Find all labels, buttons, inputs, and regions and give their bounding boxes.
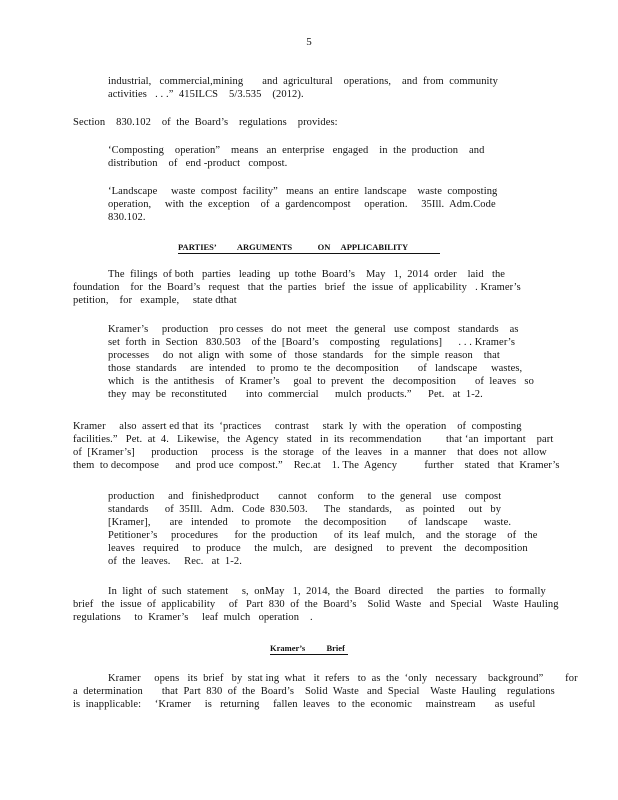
para-asserted-line-2: facilities.” Pet. at 4. Likewise, the Agency stated in its recommendation that ‘an important part	[73, 434, 554, 445]
section-intro: Section 830.102 of the Board’s regulations provides:	[73, 117, 338, 128]
def-composting-line-1: ‘Composting operation” means an enterprise engaged in the production and	[108, 145, 485, 156]
quote-agency-line-2: standards of 35Ill. Adm. Code 830.503. The standards, as pointed out by	[108, 504, 502, 515]
quote-agency-line-1: production and finishedproduct cannot conform to the general use compost	[108, 491, 502, 502]
quote-agency-line-3: [Kramer], are intended to promote the decomposition of landscape waste.	[108, 517, 512, 528]
quote-agency-line-4: Petitioner’s procedures for the production of its leaf mulch, and the storage of the	[108, 530, 538, 541]
para-asserted-line-4: them to decompose and prod uce compost.” Rec.at 1. The Agency further stated that Kramer’s	[73, 460, 560, 471]
para-filings-line-3: petition, for example, state dthat	[73, 295, 237, 306]
para-light-line-1: In light of such statement s, onMay 1, 2014, the Board directed the parties to formally	[108, 586, 546, 597]
heading-underline	[178, 253, 440, 254]
quote-agency-line-5: leaves required to produce the mulch, are designed to prevent the decomposition	[108, 543, 528, 554]
def-landscape-line-1: ‘Landscape waste compost facility” means an entire landscape waste composting	[108, 186, 498, 197]
para-filings-line-1: The filings of both parties leading up tothe Board’s May 1, 2014 order laid the	[108, 269, 506, 280]
para-opens-line-2: a determination that Part 830 of the Board’s Solid Waste and Special Waste Hauling regulations	[73, 686, 555, 697]
quote-kramer-line-2: set forth in Section 830.503 of the [Board’s composting regulations] . . . Kramer’s	[108, 337, 516, 348]
quote-kramer-line-6: they may be reconstituted into commercial mulch products.” Pet. at 1-2.	[108, 389, 483, 400]
def-landscape-line-2: operation, with the exception of a gardencompost operation. 35Ill. Adm.Code	[108, 199, 496, 210]
para-light-line-3: regulations to Kramer’s leaf mulch operation .	[73, 612, 313, 623]
section-heading-parties-arguments: PARTIES’ ARGUMENTS ON APPLICABILITY	[178, 242, 409, 252]
heading-underline	[270, 654, 348, 655]
quote-continuation-line-2: activities . . .” 415ILCS 5/3.535 (2012).	[108, 89, 304, 100]
def-composting-line-2: distribution of end -product compost.	[108, 158, 288, 169]
para-filings-line-2: foundation for the Board’s request that the parties brief the issue of applicability . Kramer’s	[73, 282, 521, 293]
quote-continuation-line-1: industrial, commercial,mining and agricultural operations, and from community	[108, 76, 498, 87]
para-asserted-line-1: Kramer also assert ed that its ‘practices contrast stark ly with the operation of composting	[73, 421, 522, 432]
para-light-line-2: brief the issue of applicability of Part 830 of the Board’s Solid Waste and Special Waste Hauling	[73, 599, 559, 610]
quote-kramer-line-5: which is the antithesis of Kramer’s goal to prevent the decomposition of leaves so	[108, 376, 534, 387]
quote-kramer-line-4: those standards are intended to promo te the decomposition of landscape wastes,	[108, 363, 523, 374]
def-landscape-line-3: 830.102.	[108, 212, 146, 223]
para-opens-line-3: is inapplicable: ‘Kramer is returning fallen leaves to the economic mainstream as useful	[73, 699, 536, 710]
quote-kramer-line-1: Kramer’s production pro cesses do not meet the general use compost standards as	[108, 324, 519, 335]
page-number: 5	[306, 36, 312, 48]
section-heading-kramers-brief: Kramer’s Brief	[270, 643, 345, 653]
para-opens-line-1: Kramer opens its brief by stat ing what it refers to as the ‘only necessary background” for	[108, 673, 578, 684]
quote-kramer-line-3: processes do not align with some of those standards for the simple reason that	[108, 350, 500, 361]
para-asserted-line-3: of [Kramer’s] production process is the storage of the leaves in a manner that does not allow	[73, 447, 547, 458]
quote-agency-line-6: of the leaves. Rec. at 1-2.	[108, 556, 242, 567]
